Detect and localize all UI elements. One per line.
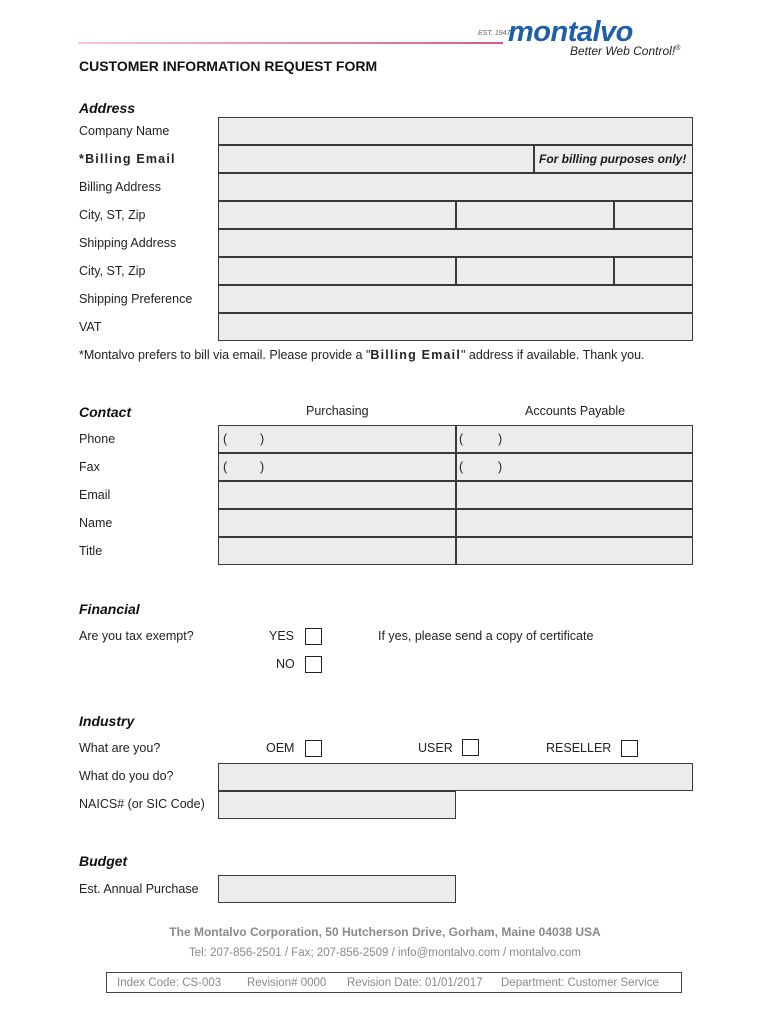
vat-field[interactable] bbox=[218, 313, 693, 341]
footer-info-box bbox=[106, 972, 682, 993]
accounts-payable-column-header: Accounts Payable bbox=[525, 404, 626, 418]
contact-heading: Contact bbox=[79, 404, 132, 420]
paren-open: ( bbox=[459, 432, 464, 446]
address-heading: Address bbox=[79, 100, 136, 116]
purchasing-name-field[interactable] bbox=[218, 509, 456, 537]
logo-wordmark: montalvo bbox=[508, 16, 633, 48]
shipping-address-field[interactable] bbox=[218, 229, 693, 257]
header-rule bbox=[78, 42, 503, 44]
naics-field[interactable] bbox=[218, 791, 456, 819]
what-do-you-do-label: What do you do? bbox=[79, 769, 174, 783]
logo-est: EST. 1947 bbox=[478, 30, 511, 37]
reseller-checkbox[interactable] bbox=[621, 740, 638, 757]
billing-address-label: Billing Address bbox=[79, 180, 161, 194]
shipping-city-field[interactable] bbox=[218, 257, 456, 285]
revision-date: Revision Date: 01/01/2017 bbox=[347, 977, 483, 989]
paren-open: ( bbox=[223, 460, 228, 474]
oem-checkbox[interactable] bbox=[305, 740, 322, 757]
oem-label: OEM bbox=[266, 741, 295, 755]
purchasing-email-field[interactable] bbox=[218, 481, 456, 509]
billing-city-label: City, ST, Zip bbox=[79, 208, 146, 222]
billing-zip-field[interactable] bbox=[614, 201, 693, 229]
billing-email-label: *Billing Email bbox=[79, 152, 176, 166]
vat-label: VAT bbox=[79, 320, 102, 334]
department: Department: Customer Service bbox=[501, 977, 659, 989]
shipping-zip-field[interactable] bbox=[614, 257, 693, 285]
tax-exempt-no-checkbox[interactable] bbox=[305, 656, 322, 673]
logo bbox=[478, 16, 693, 62]
billing-address-field[interactable] bbox=[218, 173, 693, 201]
shipping-preference-label: Shipping Preference bbox=[79, 292, 193, 306]
what-do-you-do-field[interactable] bbox=[218, 763, 693, 791]
billing-note-box bbox=[534, 145, 693, 173]
logo-tagline: Better Web Control!® bbox=[570, 44, 681, 58]
company-name-label: Company Name bbox=[79, 124, 170, 138]
billing-email-field[interactable] bbox=[218, 145, 534, 173]
shipping-city-label: City, ST, Zip bbox=[79, 264, 146, 278]
reseller-label: RESELLER bbox=[546, 741, 612, 755]
shipping-state-field[interactable] bbox=[456, 257, 614, 285]
purchasing-phone-field[interactable] bbox=[218, 425, 456, 453]
ap-fax-field[interactable] bbox=[456, 453, 693, 481]
footer-company: The Montalvo Corporation, 50 Hutcherson Drive, Gorham, Maine 04038 USA bbox=[169, 925, 601, 939]
ap-name-field[interactable] bbox=[456, 509, 693, 537]
shipping-address-label: Shipping Address bbox=[79, 236, 177, 250]
billing-email-note: *Montalvo prefers to bill via email. Please provide a "Billing Email" address if available. Thank you. bbox=[79, 348, 645, 362]
company-name-field[interactable] bbox=[218, 117, 693, 145]
phone-label: Phone bbox=[79, 432, 116, 446]
user-label: USER bbox=[418, 741, 453, 755]
tax-exempt-question: Are you tax exempt? bbox=[79, 629, 194, 643]
billing-state-field[interactable] bbox=[456, 201, 614, 229]
page-title: CUSTOMER INFORMATION REQUEST FORM bbox=[79, 58, 378, 74]
budget-heading: Budget bbox=[79, 853, 128, 869]
no-label: NO bbox=[276, 657, 295, 671]
footer-contact: Tel: 207-856-2501 / Fax; 207-856-2509 / info@montalvo.com / montalvo.com bbox=[188, 947, 582, 959]
title-label: Title bbox=[79, 544, 103, 558]
tax-exempt-yes-checkbox[interactable] bbox=[305, 628, 322, 645]
revision-number: Revision# 0000 bbox=[247, 977, 327, 989]
email-label: Email bbox=[79, 488, 111, 502]
paren-open: ( bbox=[223, 432, 228, 446]
purchasing-fax-field[interactable] bbox=[218, 453, 456, 481]
index-code: Index Code: CS-003 bbox=[117, 977, 222, 989]
what-are-you-question: What are you? bbox=[79, 741, 161, 755]
purchasing-column-header: Purchasing bbox=[306, 404, 369, 418]
naics-label: NAICS# (or SIC Code) bbox=[79, 797, 205, 811]
user-checkbox[interactable] bbox=[462, 739, 479, 756]
purchasing-title-field[interactable] bbox=[218, 537, 456, 565]
name-label: Name bbox=[79, 516, 113, 530]
shipping-preference-field[interactable] bbox=[218, 285, 693, 313]
industry-heading: Industry bbox=[79, 713, 135, 729]
certificate-note: If yes, please send a copy of certificate bbox=[378, 629, 594, 643]
financial-heading: Financial bbox=[79, 601, 140, 617]
paren-close: ) bbox=[260, 432, 265, 446]
ap-phone-field[interactable] bbox=[456, 425, 693, 453]
paren-close: ) bbox=[498, 432, 503, 446]
ap-title-field[interactable] bbox=[456, 537, 693, 565]
paren-close: ) bbox=[260, 460, 265, 474]
billing-note: For billing purposes only! bbox=[539, 152, 687, 166]
annual-purchase-field[interactable] bbox=[218, 875, 456, 903]
annual-purchase-label: Est. Annual Purchase bbox=[79, 882, 199, 896]
yes-label: YES bbox=[269, 629, 295, 643]
paren-open: ( bbox=[459, 460, 464, 474]
paren-close: ) bbox=[498, 460, 503, 474]
billing-city-field[interactable] bbox=[218, 201, 456, 229]
fax-label: Fax bbox=[79, 460, 100, 474]
ap-email-field[interactable] bbox=[456, 481, 693, 509]
